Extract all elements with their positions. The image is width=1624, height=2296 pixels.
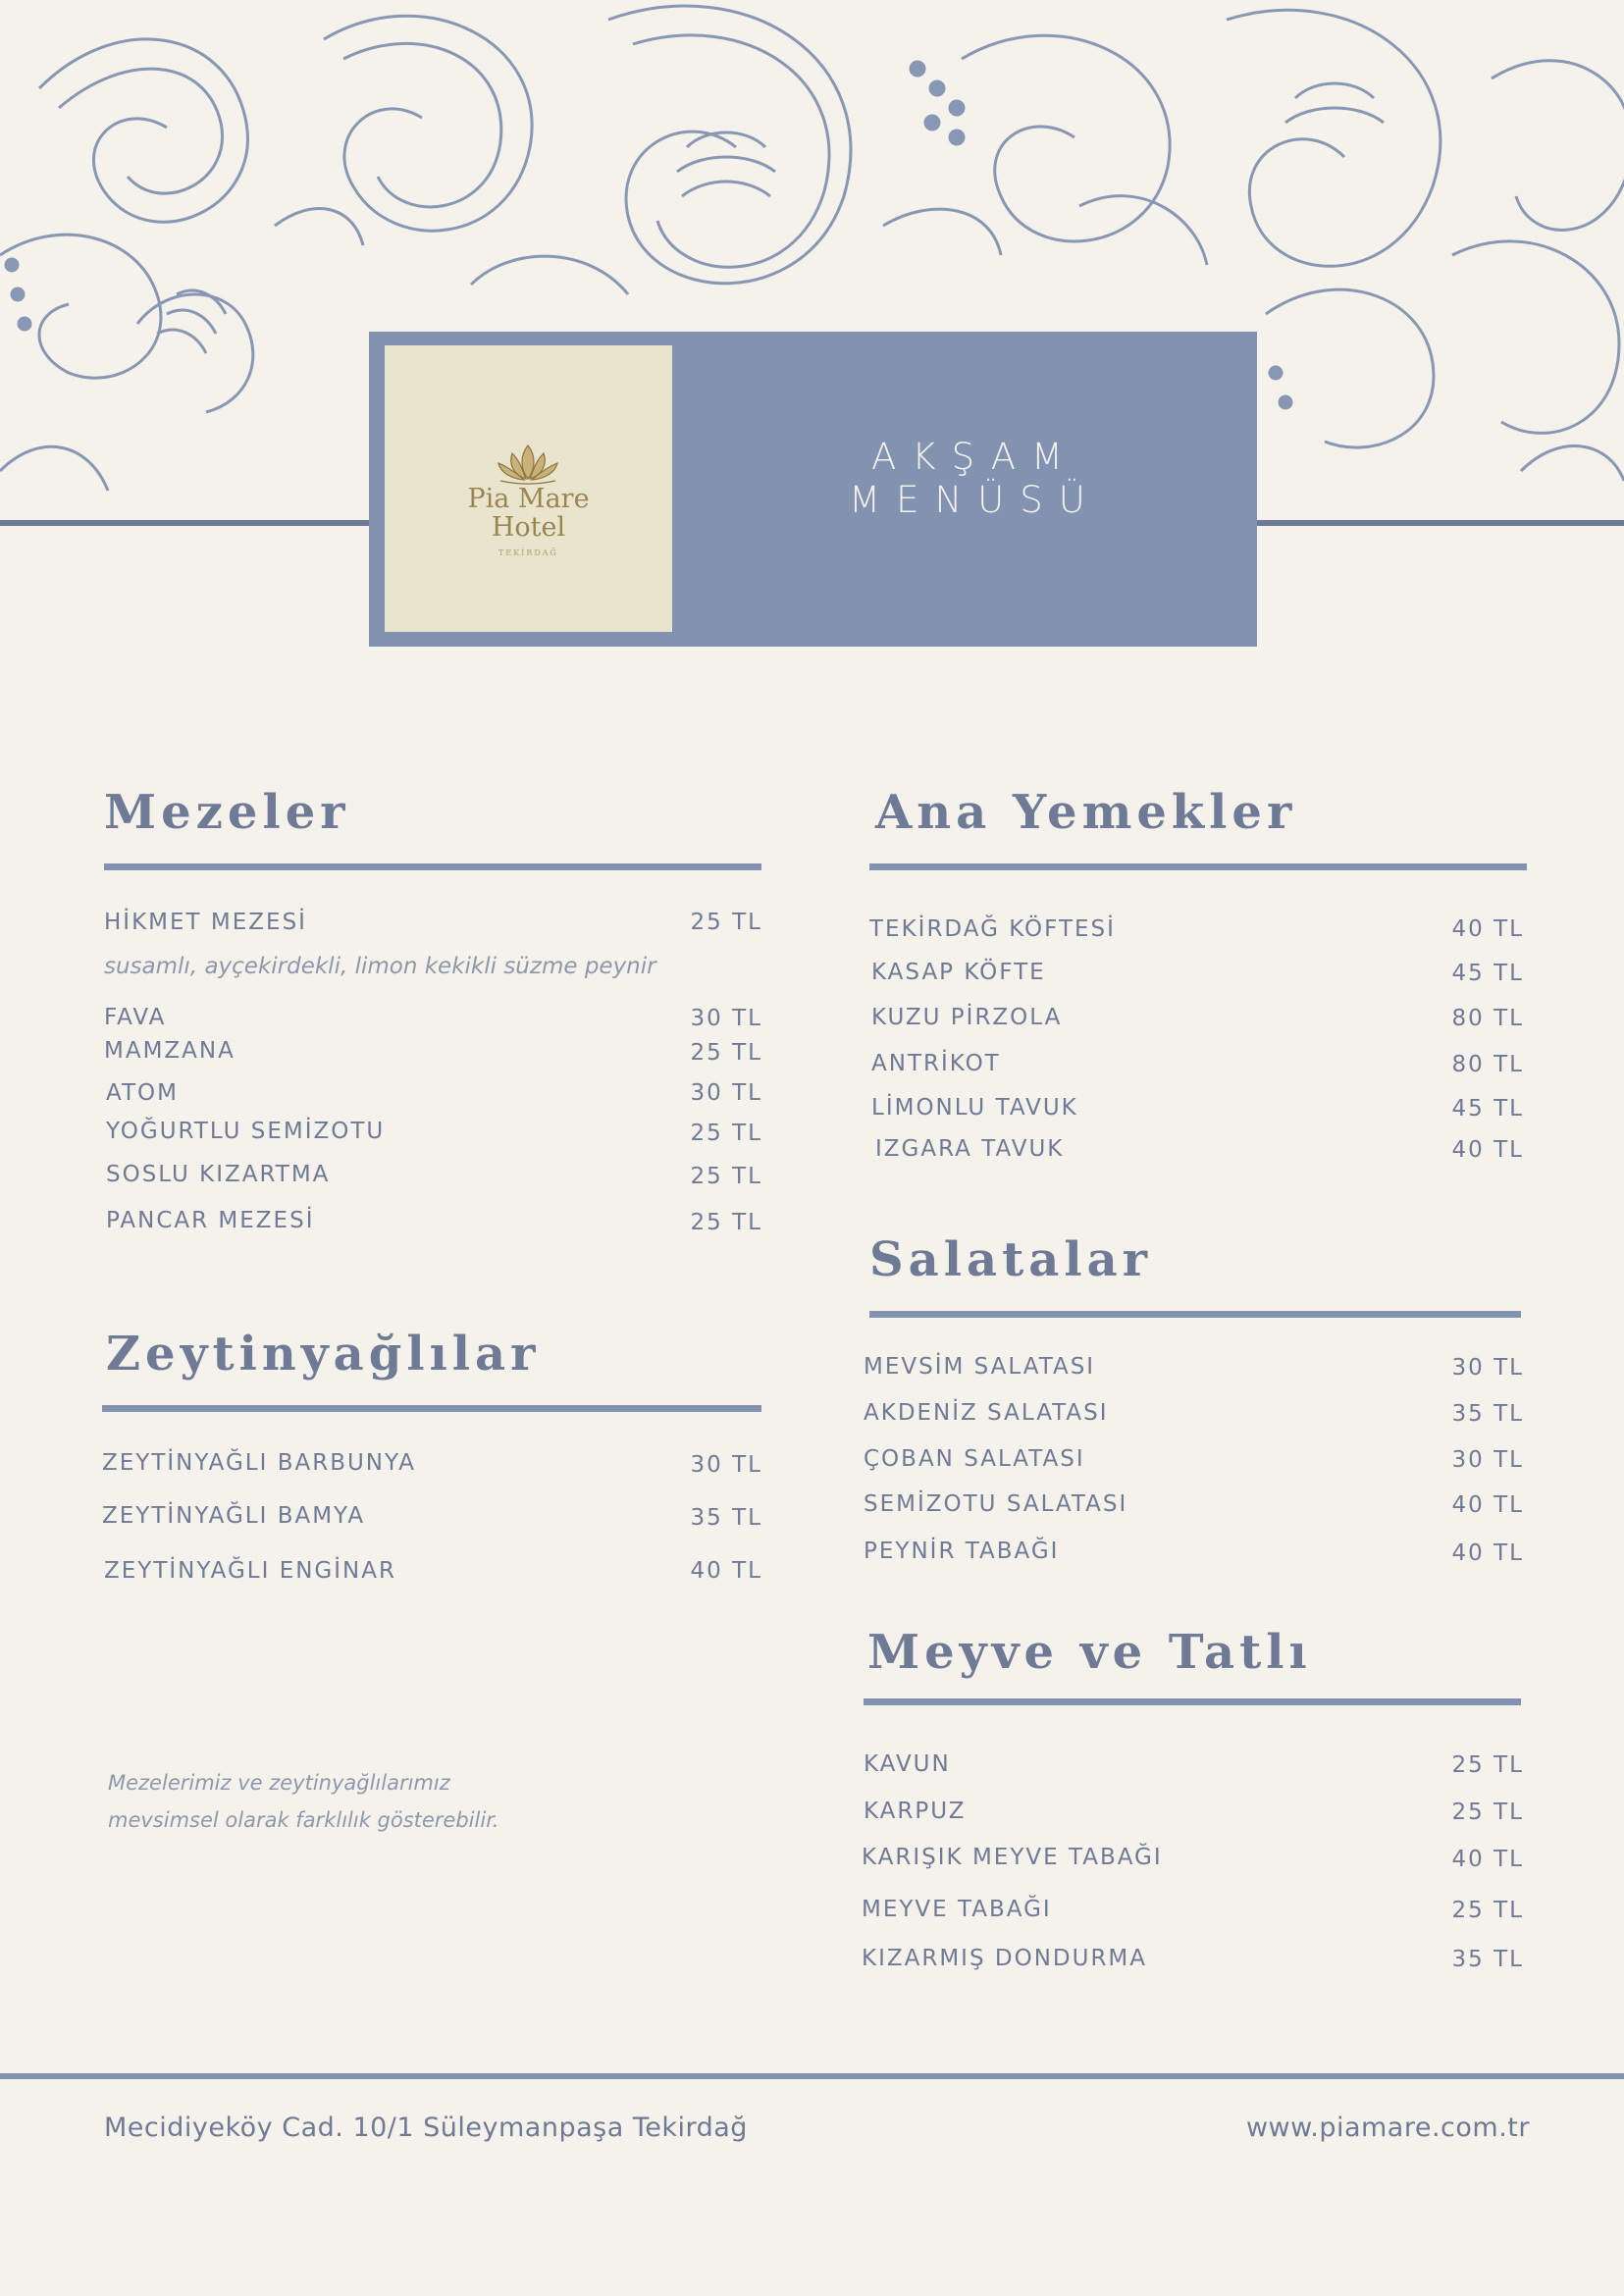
menu-item-price: 45 TL bbox=[1451, 961, 1524, 986]
menu-item-name: AKDENİZ SALATASI bbox=[864, 1400, 1109, 1426]
menu-item-price: 40 TL bbox=[1451, 1492, 1524, 1518]
menu-item-price: 40 TL bbox=[1451, 1540, 1524, 1566]
menu-item-price: 25 TL bbox=[690, 1121, 762, 1146]
menu-item-name: KAVUN bbox=[864, 1751, 951, 1777]
menu-item-name: IZGARA TAVUK bbox=[875, 1136, 1065, 1162]
menu-item-name: SEMİZOTU SALATASI bbox=[864, 1491, 1128, 1517]
seasonal-note-line2: mevsimsel olarak farklılık gösterebilir. bbox=[108, 1808, 499, 1832]
section-rule-salatalar bbox=[869, 1311, 1521, 1318]
menu-item-price: 40 TL bbox=[1451, 1137, 1524, 1163]
menu-item-price: 30 TL bbox=[690, 1452, 762, 1478]
menu-item-name: YOĞURTLU SEMİZOTU bbox=[106, 1119, 386, 1144]
hotel-logo bbox=[385, 345, 672, 632]
menu-item-price: 45 TL bbox=[1451, 1096, 1524, 1122]
section-title-zeytinyaglilar: Zeytinyağlılar bbox=[106, 1327, 541, 1382]
menu-item-name: ANTRİKOT bbox=[871, 1051, 1001, 1076]
menu-item-price: 80 TL bbox=[1451, 1052, 1524, 1077]
menu-item-name: HİKMET MEZESİ bbox=[104, 910, 307, 935]
menu-item-price: 30 TL bbox=[690, 1080, 762, 1106]
hotel-logo-subtitle: TEKİRDAĞ bbox=[498, 548, 558, 557]
footer-rule bbox=[0, 2073, 1624, 2079]
menu-item-name: PANCAR MEZESİ bbox=[106, 1208, 315, 1233]
menu-item-name: PEYNİR TABAĞI bbox=[864, 1539, 1060, 1564]
section-title-meyve-tatli: Meyve ve Tatlı bbox=[867, 1625, 1312, 1680]
menu-item-name: FAVA bbox=[104, 1005, 167, 1030]
menu-item-name: KUZU PİRZOLA bbox=[871, 1005, 1063, 1030]
seasonal-note bbox=[108, 1764, 499, 1839]
menu-item-name: MEYVE TABAĞI bbox=[862, 1897, 1052, 1922]
menu-item-name: MAMZANA bbox=[104, 1038, 236, 1064]
menu-item-name: MEVSİM SALATASI bbox=[864, 1354, 1096, 1380]
menu-item-price: 30 TL bbox=[1451, 1447, 1524, 1473]
menu-item-price: 25 TL bbox=[690, 910, 762, 935]
menu-item-name: KARIŞIK MEYVE TABAĞI bbox=[862, 1845, 1163, 1870]
section-rule-zeytinyaglilar bbox=[102, 1405, 761, 1412]
menu-item-name: ZEYTİNYAĞLI BARBUNYA bbox=[102, 1450, 417, 1476]
menu-item-price: 25 TL bbox=[690, 1210, 762, 1235]
menu-item-price: 40 TL bbox=[1451, 1847, 1524, 1872]
menu-item-price: 35 TL bbox=[1451, 1947, 1524, 1972]
footer-website-link[interactable]: www.piamare.com.tr bbox=[1245, 2113, 1530, 2143]
section-title-salatalar: Salatalar bbox=[869, 1232, 1152, 1287]
section-rule-ana-yemekler bbox=[869, 863, 1527, 870]
menu-item-price: 35 TL bbox=[690, 1505, 762, 1531]
hotel-logo-name-line2: Hotel bbox=[491, 512, 566, 543]
menu-item-price: 25 TL bbox=[690, 1164, 762, 1189]
section-title-mezeler: Mezeler bbox=[104, 785, 350, 840]
section-rule-meyve-tatli bbox=[864, 1698, 1521, 1705]
footer-address: Mecidiyeköy Cad. 10/1 Süleymanpaşa Tekirdağ bbox=[104, 2113, 748, 2143]
menu-item-price: 25 TL bbox=[1451, 1898, 1524, 1923]
hotel-logo-name-line1: Pia Mare bbox=[467, 484, 590, 514]
section-rule-mezeler bbox=[104, 863, 761, 870]
menu-title bbox=[693, 436, 1257, 522]
section-title-ana-yemekler: Ana Yemekler bbox=[875, 785, 1297, 840]
menu-item-price: 40 TL bbox=[690, 1558, 762, 1584]
menu-item-name: LİMONLU TAVUK bbox=[871, 1095, 1078, 1121]
menu-item-name: ATOM bbox=[106, 1080, 179, 1106]
menu-item-name: KASAP KÖFTE bbox=[871, 960, 1046, 985]
menu-item-name: KARPUZ bbox=[864, 1799, 967, 1824]
lotus-icon bbox=[491, 442, 565, 485]
menu-item-price: 40 TL bbox=[1451, 916, 1524, 942]
menu-item-price: 30 TL bbox=[690, 1006, 762, 1031]
menu-item-description: susamlı, ayçekirdekli, limon kekikli süzme peynir bbox=[104, 954, 656, 979]
seasonal-note-line1: Mezelerimiz ve zeytinyağlılarımız bbox=[108, 1771, 450, 1795]
menu-item-name: ZEYTİNYAĞLI ENGİNAR bbox=[104, 1558, 396, 1584]
menu-item-price: 30 TL bbox=[1451, 1355, 1524, 1381]
menu-item-name: TEKİRDAĞ KÖFTESİ bbox=[869, 916, 1116, 942]
menu-title-line2: MENÜSÜ bbox=[849, 479, 1101, 521]
menu-item-price: 25 TL bbox=[690, 1040, 762, 1066]
menu-item-price: 35 TL bbox=[1451, 1401, 1524, 1427]
menu-item-name: ÇOBAN SALATASI bbox=[864, 1446, 1085, 1472]
menu-item-price: 25 TL bbox=[1451, 1752, 1524, 1778]
hotel-logo-name bbox=[385, 485, 672, 542]
menu-item-name: KIZARMIŞ DONDURMA bbox=[862, 1946, 1147, 1971]
menu-item-name: ZEYTİNYAĞLI BAMYA bbox=[102, 1503, 366, 1529]
menu-title-line1: AKŞAM bbox=[871, 436, 1078, 478]
menu-item-name: SOSLU KIZARTMA bbox=[106, 1162, 331, 1187]
menu-item-price: 25 TL bbox=[1451, 1800, 1524, 1825]
menu-item-price: 80 TL bbox=[1451, 1006, 1524, 1031]
header-box bbox=[369, 332, 1257, 647]
